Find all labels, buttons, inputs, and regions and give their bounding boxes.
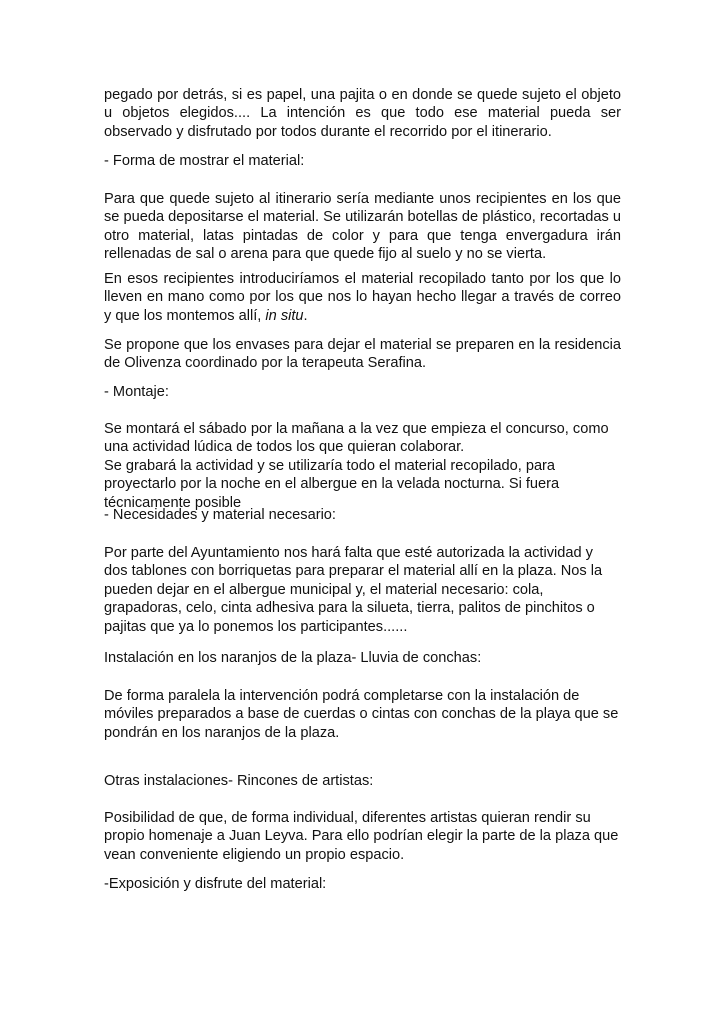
paragraph-montaje [104, 420, 621, 512]
text-line: observado y disfrutado por todos durante el recorrido por el itinerario. [104, 123, 552, 140]
text-line: Se grabará la actividad y se utilizaría todo el material recopilado, para [104, 457, 556, 474]
heading-exposicion [104, 875, 621, 893]
text-segment: . [303, 307, 308, 324]
section-heading: Otras instalaciones- Rincones de artistas: [104, 773, 374, 789]
text-line [104, 307, 621, 325]
text-line: técnicamente posible [104, 494, 242, 511]
italic-text: in situ [265, 307, 304, 324]
heading-necesidades [104, 506, 621, 524]
section-heading: - Necesidades y material necesario: [104, 507, 336, 523]
text-line: En esos recipientes introduciríamos el material recopilado tanto por los que lo [104, 271, 621, 287]
heading-forma-mostrar [104, 152, 621, 170]
text-line: móviles preparados a base de cuerdas o cintas con conchas de la playa que se [104, 706, 619, 723]
text-line: Para que quede sujeto al itinerario sería mediante unos recipientes en los que [104, 191, 621, 207]
text-line: Se propone que los envases para dejar el material se preparen en la residencia [104, 337, 621, 353]
section-heading: -Exposición y disfrute del material: [104, 876, 327, 892]
text-line: se pueda depositarse el material. Se utilizarán botellas de plástico, recortadas u [104, 209, 621, 226]
text-line: proyectarlo por la noche en el albergue en la velada nocturna. Si fuera [104, 476, 560, 493]
paragraph-recipientes [104, 270, 621, 325]
paragraph-intro [104, 86, 621, 141]
text-line: Posibilidad de que, de forma individual, diferentes artistas quieran rendir su [104, 810, 591, 826]
text-line: u objetos elegidos.... La intención es que todo ese material pueda ser [104, 105, 621, 122]
text-line: Se montará el sábado por la mañana a la vez que empieza el concurso, como [104, 421, 609, 437]
heading-lluvia-conchas [104, 649, 621, 667]
section-heading: - Montaje: [104, 384, 169, 400]
paragraph-necesidades [104, 544, 621, 636]
text-line: una actividad lúdica de todos los que quieran colaborar. [104, 439, 465, 456]
text-line: De forma paralela la intervención podrá completarse con la instalación de [104, 688, 580, 704]
section-heading: - Forma de mostrar el material: [104, 153, 305, 169]
text-line: rellenadas de sal o arena para que quede fijo al suelo y no se vierta. [104, 246, 547, 263]
text-line: lleven en mano como por los que nos lo hayan hecho llegar a través de correo [104, 289, 621, 306]
text-line: propio homenaje a Juan Leyva. Para ello podrían elegir la parte de la plaza que [104, 828, 619, 845]
text-line: grapadoras, celo, cinta adhesiva para la silueta, tierra, palitos de pinchitos o [104, 600, 595, 617]
paragraph-envases [104, 336, 621, 373]
paragraph-rincones [104, 809, 621, 864]
text-line: pondrán en los naranjos de la plaza. [104, 724, 340, 741]
text-segment: y que los montemos allí, [104, 307, 266, 324]
text-line: Por parte del Ayuntamiento nos hará falta que esté autorizada la actividad y [104, 545, 593, 561]
text-line: de Olivenza coordinado por la terapeuta Serafina. [104, 355, 427, 372]
section-heading: Instalación en los naranjos de la plaza- Lluvia de conchas: [104, 650, 482, 666]
text-line: vean conveniente eligiendo un propio espacio. [104, 846, 405, 863]
text-line: dos tablones con borriquetas para preparar el material allí en la plaza. Nos la [104, 563, 603, 580]
heading-montaje [104, 383, 621, 401]
text-line: pajitas que ya lo ponemos los participantes...... [104, 618, 408, 635]
paragraph-sujeto [104, 190, 621, 264]
text-line: otro material, latas pintadas de color y para que tenga envergadura irán [104, 227, 621, 244]
paragraph-lluvia-conchas [104, 687, 621, 742]
heading-rincones [104, 772, 621, 790]
text-line: pegado por detrás, si es papel, una pajita o en donde se quede sujeto el objeto [104, 87, 621, 103]
text-line: pueden dejar en el albergue municipal y, el material necesario: cola, [104, 581, 544, 598]
